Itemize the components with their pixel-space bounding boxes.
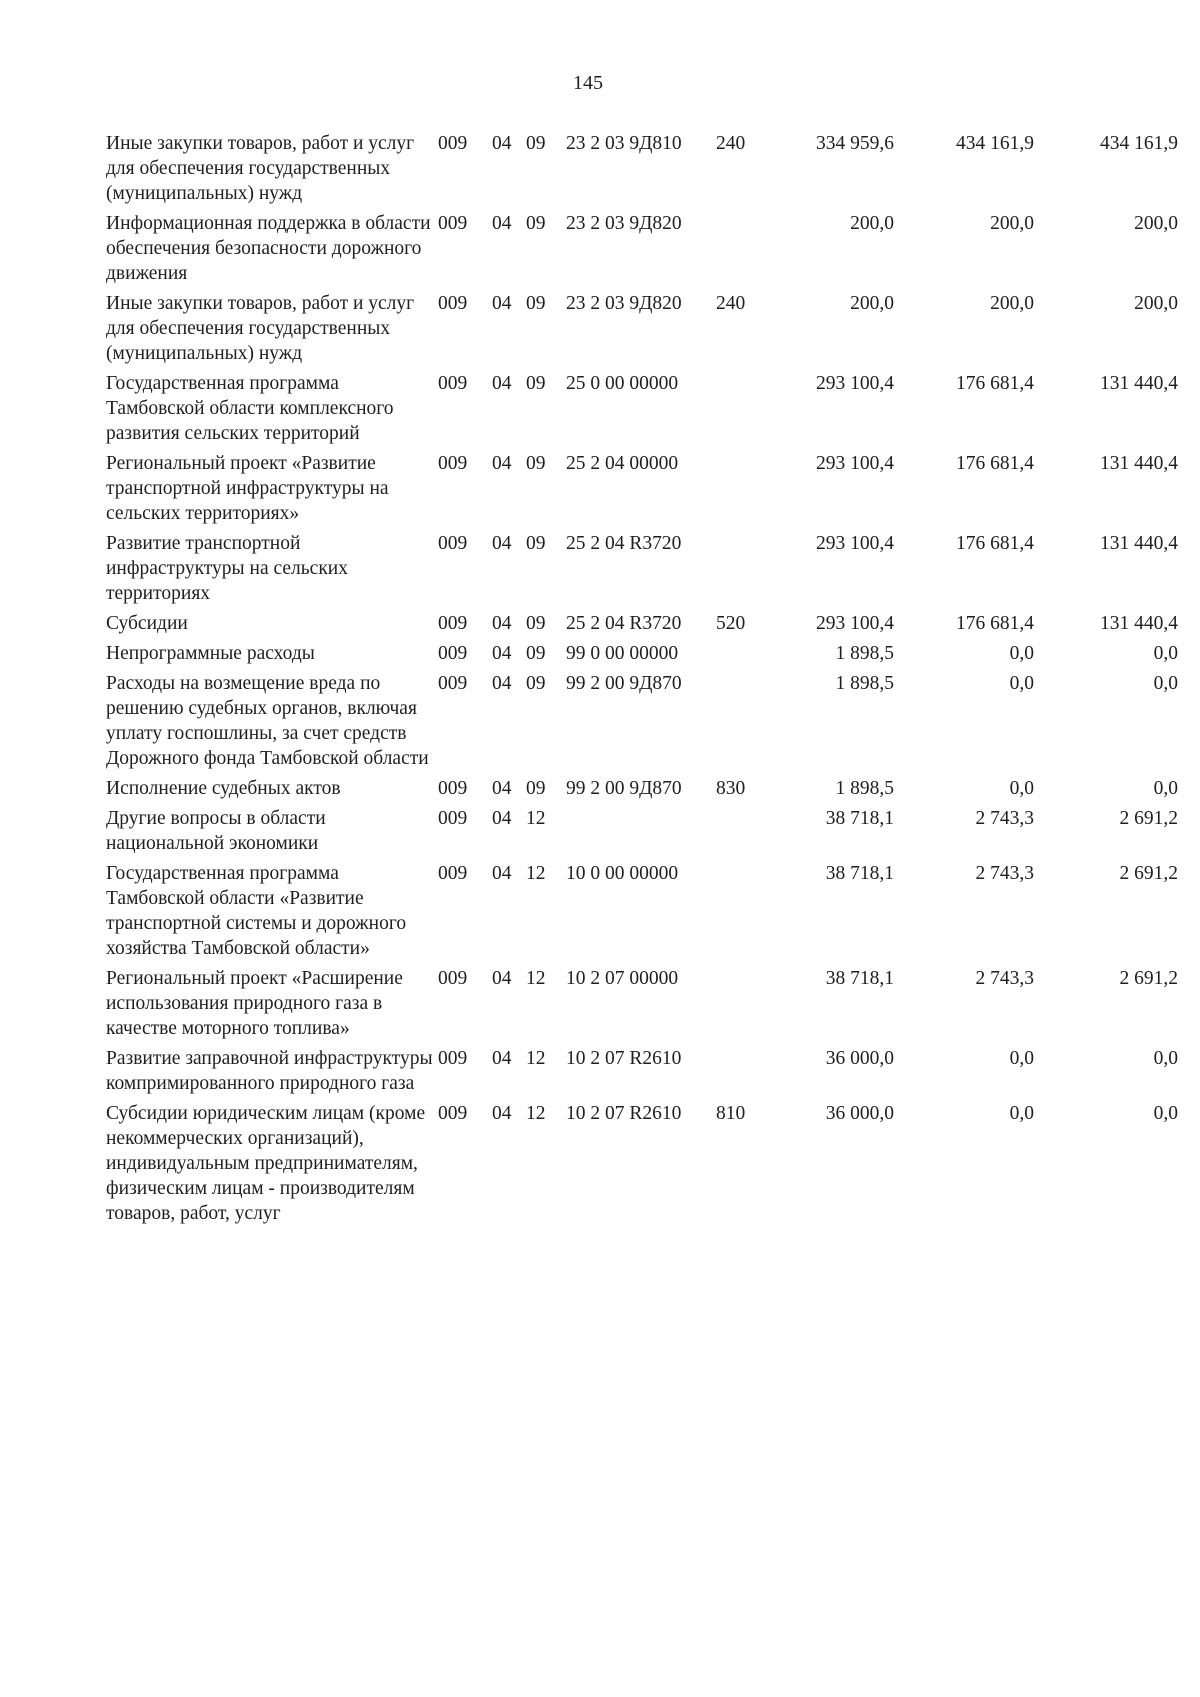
amount-year-3: 2 691,2: [1119, 968, 1178, 989]
table-row: [106, 531, 1178, 606]
target-article-code: 10 2 07 R2610: [566, 1048, 682, 1069]
amount-year-1: 1 898,5: [835, 643, 894, 664]
amount-year-1: 36 000,0: [825, 1048, 894, 1069]
table-row: [106, 291, 1178, 366]
amount-year-3: 131 440,4: [1100, 533, 1178, 554]
amount-year-2: 0,0: [1009, 1048, 1034, 1069]
amount-year-3: 0,0: [1153, 778, 1178, 799]
amount-year-3: 0,0: [1153, 673, 1178, 694]
amount-year-2: 0,0: [1009, 1103, 1034, 1124]
amount-year-1: 334 959,6: [816, 133, 894, 154]
section-code: 04: [492, 968, 512, 989]
amount-year-1: 200,0: [850, 293, 894, 314]
expense-name: Иные закупки товаров, работ и услуг для обеспечения государственных (муниципальных) нужд: [106, 133, 415, 204]
amount-year-1: 38 718,1: [825, 968, 894, 989]
section-code: 04: [492, 863, 512, 884]
section-code: 04: [492, 293, 512, 314]
ministry-code: 009: [438, 1048, 468, 1069]
amount-year-3: 434 161,9: [1100, 133, 1178, 154]
amount-year-1: 200,0: [850, 213, 894, 234]
section-code: 04: [492, 808, 512, 829]
ministry-code: 009: [438, 213, 468, 234]
amount-year-3: 131 440,4: [1100, 373, 1178, 394]
section-code: 04: [492, 533, 512, 554]
amount-year-1: 293 100,4: [816, 373, 894, 394]
amount-year-2: 2 743,3: [975, 968, 1034, 989]
ministry-code: 009: [438, 1103, 468, 1124]
section-code: 04: [492, 453, 512, 474]
subsection-code: 12: [526, 1048, 546, 1069]
table-row: [106, 861, 1178, 961]
amount-year-3: 200,0: [1134, 293, 1178, 314]
subsection-code: 09: [526, 453, 546, 474]
expense-kind-code: 520: [716, 613, 746, 634]
amount-year-3: 0,0: [1153, 643, 1178, 664]
table-row: [106, 776, 1178, 801]
target-article-code: 99 2 00 9Д870: [566, 778, 682, 799]
expense-kind-code: 830: [716, 778, 746, 799]
subsection-code: 09: [526, 673, 546, 694]
ministry-code: 009: [438, 643, 468, 664]
section-code: 04: [492, 778, 512, 799]
target-article-code: 10 0 00 00000: [566, 863, 679, 884]
table-row: [106, 131, 1178, 206]
subsection-code: 09: [526, 293, 546, 314]
amount-year-3: 2 691,2: [1119, 863, 1178, 884]
subsection-code: 09: [526, 613, 546, 634]
ministry-code: 009: [438, 613, 468, 634]
expense-name: Развитие транспортной инфраструктуры на сельских территориях: [106, 533, 348, 604]
section-code: 04: [492, 673, 512, 694]
target-article-code: 23 2 03 9Д820: [566, 293, 682, 314]
amount-year-1: 293 100,4: [816, 453, 894, 474]
amount-year-2: 434 161,9: [956, 133, 1034, 154]
table-row: [106, 806, 1178, 856]
expense-name: Исполнение судебных актов: [106, 778, 341, 799]
section-code: 04: [492, 213, 512, 234]
amount-year-1: 36 000,0: [825, 1103, 894, 1124]
target-article-code: 10 2 07 00000: [566, 968, 679, 989]
ministry-code: 009: [438, 863, 468, 884]
amount-year-2: 176 681,4: [956, 533, 1034, 554]
subsection-code: 09: [526, 133, 546, 154]
subsection-code: 09: [526, 373, 546, 394]
subsection-code: 12: [526, 968, 546, 989]
ministry-code: 009: [438, 133, 468, 154]
subsection-code: 12: [526, 863, 546, 884]
expense-name: Государственная программа Тамбовской области комплексного развития сельских территорий: [106, 373, 394, 444]
section-code: 04: [492, 643, 512, 664]
amount-year-2: 0,0: [1009, 673, 1034, 694]
target-article-code: 10 2 07 R2610: [566, 1103, 682, 1124]
ministry-code: 009: [438, 968, 468, 989]
expense-name: Субсидии юридическим лицам (кроме некоммерческих организаций), индивидуальным предпринимателям, физическим лицам - производителям товаров, работ, услуг: [106, 1103, 426, 1224]
amount-year-2: 2 743,3: [975, 808, 1034, 829]
target-article-code: 99 0 00 00000: [566, 643, 679, 664]
amount-year-1: 38 718,1: [825, 808, 894, 829]
expense-name: Непрограммные расходы: [106, 643, 315, 664]
ministry-code: 009: [438, 533, 468, 554]
table-row: [106, 1101, 1178, 1226]
amount-year-2: 176 681,4: [956, 613, 1034, 634]
expense-name: Расходы на возмещение вреда по решению судебных органов, включая уплату госпошлины, за счет средств Дорожного фонда Тамбовской области: [106, 673, 429, 769]
amount-year-1: 1 898,5: [835, 778, 894, 799]
amount-year-3: 0,0: [1153, 1048, 1178, 1069]
subsection-code: 09: [526, 778, 546, 799]
table-row: [106, 1046, 1178, 1096]
section-code: 04: [492, 1048, 512, 1069]
expense-name: Региональный проект «Развитие транспортной инфраструктуры на сельских территориях»: [106, 453, 389, 524]
amount-year-2: 200,0: [990, 293, 1034, 314]
expense-kind-code: 810: [716, 1103, 746, 1124]
amount-year-1: 38 718,1: [825, 863, 894, 884]
amount-year-1: 293 100,4: [816, 613, 894, 634]
table-row: [106, 671, 1178, 771]
section-code: 04: [492, 613, 512, 634]
expense-name: Иные закупки товаров, работ и услуг для обеспечения государственных (муниципальных) нужд: [106, 293, 415, 364]
amount-year-3: 0,0: [1153, 1103, 1178, 1124]
amount-year-2: 176 681,4: [956, 453, 1034, 474]
amount-year-2: 200,0: [990, 213, 1034, 234]
amount-year-3: 2 691,2: [1119, 808, 1178, 829]
expense-name: Развитие заправочной инфраструктуры компримированного природного газа: [106, 1048, 433, 1094]
target-article-code: 23 2 03 9Д820: [566, 213, 682, 234]
target-article-code: 99 2 00 9Д870: [566, 673, 682, 694]
expense-name: Региональный проект «Расширение использования природного газа в качестве моторного топлива»: [106, 968, 403, 1039]
subsection-code: 09: [526, 533, 546, 554]
amount-year-2: 176 681,4: [956, 373, 1034, 394]
subsection-code: 09: [526, 643, 546, 664]
table-row: [106, 611, 1178, 636]
table-row: [106, 966, 1178, 1041]
section-code: 04: [492, 133, 512, 154]
section-code: 04: [492, 373, 512, 394]
amount-year-2: 0,0: [1009, 643, 1034, 664]
subsection-code: 12: [526, 1103, 546, 1124]
expense-name: Информационная поддержка в области обеспечения безопасности дорожного движения: [106, 213, 431, 284]
amount-year-1: 293 100,4: [816, 533, 894, 554]
ministry-code: 009: [438, 778, 468, 799]
amount-year-3: 200,0: [1134, 213, 1178, 234]
expense-kind-code: 240: [716, 133, 746, 154]
page-number: 145: [573, 72, 603, 94]
target-article-code: 25 2 04 R3720: [566, 533, 682, 554]
table-row: [106, 451, 1178, 526]
amount-year-3: 131 440,4: [1100, 613, 1178, 634]
subsection-code: 09: [526, 213, 546, 234]
ministry-code: 009: [438, 293, 468, 314]
table-row: [106, 371, 1178, 446]
subsection-code: 12: [526, 808, 546, 829]
table-row: [106, 641, 1178, 666]
target-article-code: 23 2 03 9Д810: [566, 133, 682, 154]
table-row: [106, 211, 1178, 286]
ministry-code: 009: [438, 453, 468, 474]
amount-year-2: 0,0: [1009, 778, 1034, 799]
target-article-code: 25 0 00 00000: [566, 373, 679, 394]
expense-name: Другие вопросы в области национальной экономики: [106, 808, 326, 854]
expense-name: Субсидии: [106, 613, 188, 634]
ministry-code: 009: [438, 673, 468, 694]
amount-year-3: 131 440,4: [1100, 453, 1178, 474]
amount-year-2: 2 743,3: [975, 863, 1034, 884]
ministry-code: 009: [438, 373, 468, 394]
section-code: 04: [492, 1103, 512, 1124]
budget-table: [106, 131, 1178, 1231]
target-article-code: 25 2 04 R3720: [566, 613, 682, 634]
expense-kind-code: 240: [716, 293, 746, 314]
expense-name: Государственная программа Тамбовской области «Развитие транспортной системы и дорожного хозяйства Тамбовской области»: [106, 863, 407, 959]
ministry-code: 009: [438, 808, 468, 829]
amount-year-1: 1 898,5: [835, 673, 894, 694]
target-article-code: 25 2 04 00000: [566, 453, 679, 474]
